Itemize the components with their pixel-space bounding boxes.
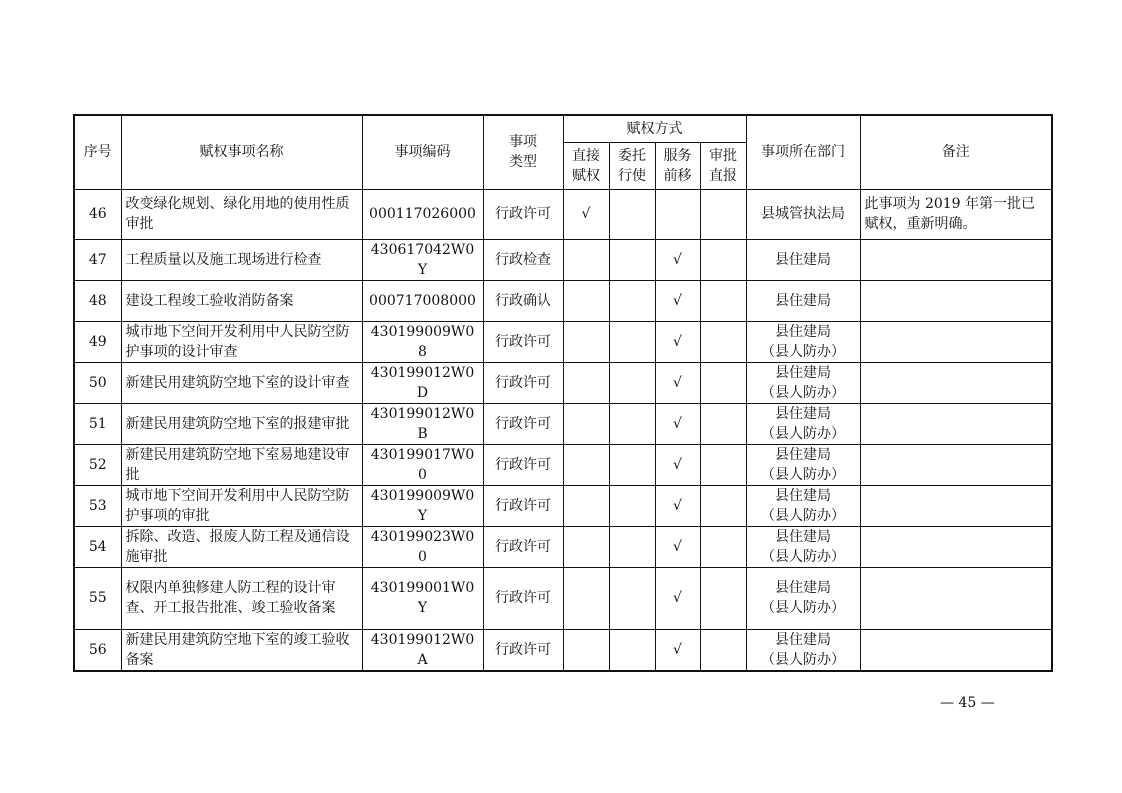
header-name: 赋权事项名称 (121, 115, 362, 189)
cell-note (860, 239, 1052, 280)
cell-dept: 县住建局 （县人防办） (746, 321, 860, 362)
cell-type: 行政许可 (483, 189, 563, 239)
cell-dept: 县住建局 （县人防办） (746, 403, 860, 444)
cell-note (860, 321, 1052, 362)
cell-direct (563, 280, 609, 321)
cell-direct (563, 629, 609, 671)
table-body (74, 189, 1052, 671)
header-entrust: 委托 行使 (609, 142, 655, 189)
authorization-items-table (73, 114, 1053, 672)
cell-seq: 53 (74, 485, 121, 526)
table-row (74, 403, 1052, 444)
cell-service: √ (655, 362, 700, 403)
cell-direct: √ (563, 189, 609, 239)
table-row (74, 567, 1052, 629)
header-service: 服务 前移 (655, 142, 700, 189)
table-row (74, 189, 1052, 239)
cell-review (700, 526, 746, 567)
table-row (74, 362, 1052, 403)
cell-code: 430199017W00 (362, 444, 483, 485)
cell-service: √ (655, 321, 700, 362)
cell-dept: 县住建局 （县人防办） (746, 526, 860, 567)
cell-direct (563, 526, 609, 567)
cell-review (700, 362, 746, 403)
cell-name: 新建民用建筑防空地下室的竣工验收备案 (121, 629, 362, 671)
cell-service: √ (655, 444, 700, 485)
cell-entrust (609, 189, 655, 239)
cell-service (655, 189, 700, 239)
cell-code: 000117026000 (362, 189, 483, 239)
cell-name: 新建民用建筑防空地下室的设计审查 (121, 362, 362, 403)
cell-code: 430199001W0Y (362, 567, 483, 629)
cell-review (700, 189, 746, 239)
cell-seq: 54 (74, 526, 121, 567)
cell-entrust (609, 526, 655, 567)
cell-review (700, 485, 746, 526)
cell-code: 430199012W0D (362, 362, 483, 403)
header-review: 审批 直报 (700, 142, 746, 189)
cell-note (860, 444, 1052, 485)
cell-entrust (609, 567, 655, 629)
header-seq: 序号 (74, 115, 121, 189)
cell-type: 行政许可 (483, 321, 563, 362)
cell-review (700, 629, 746, 671)
cell-code: 430199012W0A (362, 629, 483, 671)
cell-note (860, 629, 1052, 671)
cell-code: 430199023W00 (362, 526, 483, 567)
cell-seq: 46 (74, 189, 121, 239)
cell-dept: 县住建局 （县人防办） (746, 485, 860, 526)
cell-name: 拆除、改造、报废人防工程及通信设施审批 (121, 526, 362, 567)
cell-direct (563, 403, 609, 444)
cell-type: 行政许可 (483, 485, 563, 526)
cell-name: 改变绿化规划、绿化用地的使用性质审批 (121, 189, 362, 239)
header-direct: 直接 赋权 (563, 142, 609, 189)
cell-seq: 47 (74, 239, 121, 280)
cell-review (700, 444, 746, 485)
cell-entrust (609, 444, 655, 485)
cell-direct (563, 321, 609, 362)
cell-type: 行政许可 (483, 629, 563, 671)
cell-entrust (609, 239, 655, 280)
cell-code: 430199012W0B (362, 403, 483, 444)
cell-type: 行政许可 (483, 526, 563, 567)
cell-direct (563, 485, 609, 526)
cell-review (700, 321, 746, 362)
cell-dept: 县住建局 （县人防办） (746, 444, 860, 485)
cell-note (860, 485, 1052, 526)
header-method: 赋权方式 (563, 115, 746, 142)
cell-name: 城市地下空间开发利用中人民防空防护事项的设计审查 (121, 321, 362, 362)
cell-type: 行政确认 (483, 280, 563, 321)
cell-entrust (609, 629, 655, 671)
cell-seq: 56 (74, 629, 121, 671)
cell-note (860, 362, 1052, 403)
cell-entrust (609, 403, 655, 444)
cell-service: √ (655, 280, 700, 321)
header-dept: 事项所在部门 (746, 115, 860, 189)
cell-service: √ (655, 629, 700, 671)
cell-review (700, 280, 746, 321)
header-note: 备注 (860, 115, 1052, 189)
cell-note (860, 403, 1052, 444)
cell-service: √ (655, 567, 700, 629)
header-code: 事项编码 (362, 115, 483, 189)
cell-type: 行政许可 (483, 567, 563, 629)
cell-note (860, 280, 1052, 321)
cell-name: 权限内单独修建人防工程的设计审查、开工报告批准、竣工验收备案 (121, 567, 362, 629)
cell-service: √ (655, 403, 700, 444)
table-row (74, 280, 1052, 321)
cell-name: 建设工程竣工验收消防备案 (121, 280, 362, 321)
cell-direct (563, 567, 609, 629)
cell-dept: 县住建局 (746, 239, 860, 280)
cell-dept: 县城管执法局 (746, 189, 860, 239)
cell-name: 新建民用建筑防空地下室易地建设审批 (121, 444, 362, 485)
cell-name: 工程质量以及施工现场进行检查 (121, 239, 362, 280)
table-row (74, 321, 1052, 362)
cell-dept: 县住建局 （县人防办） (746, 567, 860, 629)
table-header (74, 115, 1052, 189)
table-row (74, 629, 1052, 671)
cell-type: 行政许可 (483, 444, 563, 485)
cell-dept: 县住建局 （县人防办） (746, 629, 860, 671)
cell-note: 此事项为 2019 年第一批已赋权，重新明确。 (860, 189, 1052, 239)
cell-type: 行政许可 (483, 362, 563, 403)
cell-code: 430199009W08 (362, 321, 483, 362)
cell-note (860, 567, 1052, 629)
cell-seq: 50 (74, 362, 121, 403)
cell-code: 430199009W0Y (362, 485, 483, 526)
cell-seq: 51 (74, 403, 121, 444)
table-row (74, 239, 1052, 280)
table-row (74, 444, 1052, 485)
cell-type: 行政许可 (483, 403, 563, 444)
header-type: 事项 类型 (483, 115, 563, 189)
table-row (74, 526, 1052, 567)
cell-review (700, 403, 746, 444)
cell-service: √ (655, 239, 700, 280)
cell-review (700, 567, 746, 629)
cell-name: 城市地下空间开发利用中人民防空防护事项的审批 (121, 485, 362, 526)
cell-entrust (609, 485, 655, 526)
cell-service: √ (655, 526, 700, 567)
cell-service: √ (655, 485, 700, 526)
cell-code: 000717008000 (362, 280, 483, 321)
cell-direct (563, 239, 609, 280)
cell-code: 430617042W0Y (362, 239, 483, 280)
cell-entrust (609, 321, 655, 362)
page-number: — 45 — (940, 695, 995, 711)
cell-review (700, 239, 746, 280)
cell-seq: 55 (74, 567, 121, 629)
cell-entrust (609, 362, 655, 403)
cell-seq: 48 (74, 280, 121, 321)
cell-dept: 县住建局 (746, 280, 860, 321)
cell-dept: 县住建局 （县人防办） (746, 362, 860, 403)
cell-seq: 52 (74, 444, 121, 485)
cell-direct (563, 362, 609, 403)
cell-entrust (609, 280, 655, 321)
table-row (74, 485, 1052, 526)
cell-direct (563, 444, 609, 485)
cell-name: 新建民用建筑防空地下室的报建审批 (121, 403, 362, 444)
cell-type: 行政检查 (483, 239, 563, 280)
cell-note (860, 526, 1052, 567)
cell-seq: 49 (74, 321, 121, 362)
